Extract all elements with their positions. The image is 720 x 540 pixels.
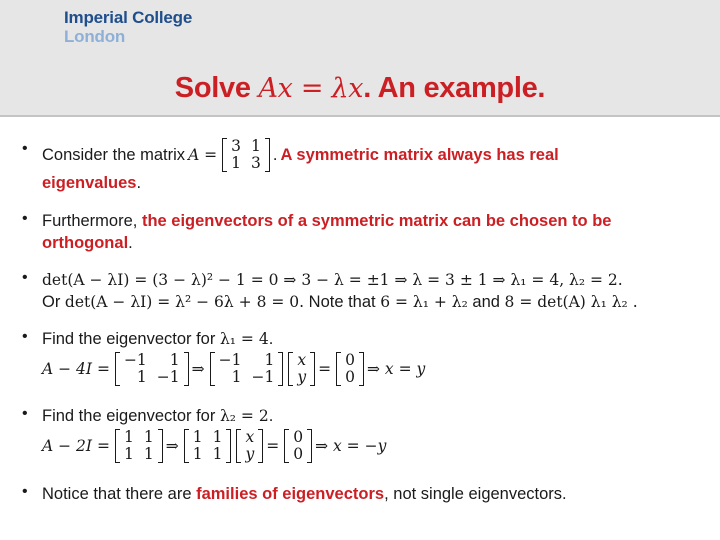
- matrix-cell: 1: [123, 445, 134, 463]
- matrix-cell: 1: [231, 368, 242, 386]
- vector-cell: y: [297, 368, 307, 386]
- bullet-5-text: Find the eigenvector for: [42, 407, 220, 425]
- matrix-cell: 3: [231, 137, 242, 155]
- matrix-cell: 1: [192, 428, 203, 446]
- bullet-4-text: Find the eigenvector for: [42, 330, 220, 348]
- matrix-cell: −1: [251, 368, 275, 386]
- implies-arrow: ⇒: [165, 437, 179, 455]
- matrix-a-minus-4i: [115, 352, 189, 386]
- matrix-system-2: [184, 429, 232, 463]
- matrix-cell: 1: [231, 154, 242, 172]
- bullet-1-text: • Consider the matrix: [42, 145, 186, 164]
- logo-line-1: Imperial College: [64, 8, 193, 27]
- matrix-cell: 1: [143, 445, 154, 463]
- matrix-cell: 1: [123, 428, 134, 446]
- period: .: [128, 234, 133, 252]
- period: .: [268, 330, 274, 348]
- orthogonal-claim: the eigenvectors of a symmetric matrix can be chosen to be: [141, 212, 612, 230]
- matrix-cell: 1: [251, 137, 261, 155]
- vector-xy: [236, 429, 263, 463]
- title-prefix: Solve: [174, 72, 259, 104]
- matrix-a-label: A =: [188, 146, 218, 164]
- zero-vector: [336, 352, 364, 386]
- characteristic-polynomial: det(A − λI) = λ² − 6λ + 8 = 0.: [64, 293, 305, 311]
- eigenvalues-word: eigenvalues: [42, 174, 137, 192]
- matrix-cell: 1: [212, 445, 223, 463]
- det-relation: 8 = det(A) λ₁ λ₂ .: [504, 293, 638, 311]
- equals-sign: =: [266, 437, 280, 455]
- matrix-cell: −1: [123, 351, 147, 369]
- families-phrase: families of eigenvectors: [196, 485, 385, 503]
- bullet-6-text: Notice that there are: [42, 485, 197, 503]
- a-minus-2i: A − 2I =: [42, 437, 110, 455]
- title-suffix: . An example.: [363, 72, 546, 104]
- a-minus-4i: A − 4I =: [42, 360, 110, 378]
- matrix-cell: −1: [218, 351, 242, 369]
- matrix-cell: 1: [136, 368, 147, 386]
- determinant-equation: • det(A − λI) = (3 − λ)² − 1 = 0 ⇒ 3 − λ = ±1 ⇒ λ = 3 ± 1 ⇒ λ₁ = 4, λ₂ = 2.: [42, 271, 623, 289]
- equals-sign: =: [318, 360, 332, 378]
- matrix-cell: 3: [251, 154, 261, 172]
- vector-cell: 0: [293, 428, 304, 446]
- slide-title: [0, 72, 720, 105]
- vector-cell: 0: [345, 368, 356, 386]
- orthogonal-word: orthogonal: [42, 234, 129, 252]
- bullet-determinant: [20, 269, 710, 313]
- and-text: and: [467, 293, 505, 311]
- period: .: [268, 407, 274, 425]
- vector-cell: y: [245, 445, 255, 463]
- result-x-equals-minus-y: ⇒ x = −y: [315, 437, 387, 455]
- lambda-2: λ₂ = 2: [219, 407, 269, 425]
- matrix-cell: 1: [143, 428, 154, 446]
- vector-cell: x: [245, 428, 255, 446]
- matrix-cell: 1: [264, 351, 275, 369]
- vector-xy: [288, 352, 315, 386]
- matrix-a: [222, 138, 270, 172]
- slide-body: [20, 137, 710, 505]
- bullet-families: [20, 483, 710, 505]
- bullet-furthermore: [20, 210, 710, 254]
- matrix-system-1: [210, 352, 284, 386]
- lambda-1: λ₁ = 4: [219, 330, 269, 348]
- matrix-cell: 1: [212, 428, 223, 446]
- header-band: [0, 0, 720, 117]
- bullet-consider-matrix: [20, 137, 710, 194]
- vector-cell: 0: [293, 445, 304, 463]
- symmetric-claim: A symmetric matrix always has real: [280, 145, 559, 164]
- implies-arrow: ⇒: [191, 360, 205, 378]
- result-x-equals-y: ⇒ x = y: [367, 360, 426, 378]
- bullet-6-tail: , not single eigenvectors.: [384, 485, 567, 503]
- imperial-college-logo: [64, 8, 192, 46]
- note-text: Note that: [304, 293, 381, 311]
- bullet-eigenvector-1: [20, 328, 710, 388]
- matrix-cell: −1: [156, 368, 180, 386]
- period: .: [136, 174, 142, 192]
- vector-cell: 0: [345, 351, 356, 369]
- matrix-cell: 1: [169, 351, 180, 369]
- bullet-eigenvector-2: [20, 405, 710, 465]
- vector-cell: x: [297, 351, 307, 369]
- period: .: [272, 145, 278, 164]
- or-text: Or: [42, 293, 65, 311]
- trace-relation: 6 = λ₁ + λ₂: [380, 293, 468, 311]
- matrix-a-minus-2i: [115, 429, 163, 463]
- logo-line-2: London: [64, 27, 126, 46]
- bullet-2-text: Furthermore,: [42, 212, 142, 230]
- zero-vector: [284, 429, 312, 463]
- title-equation: Ax = λx: [258, 73, 364, 104]
- matrix-cell: 1: [192, 445, 203, 463]
